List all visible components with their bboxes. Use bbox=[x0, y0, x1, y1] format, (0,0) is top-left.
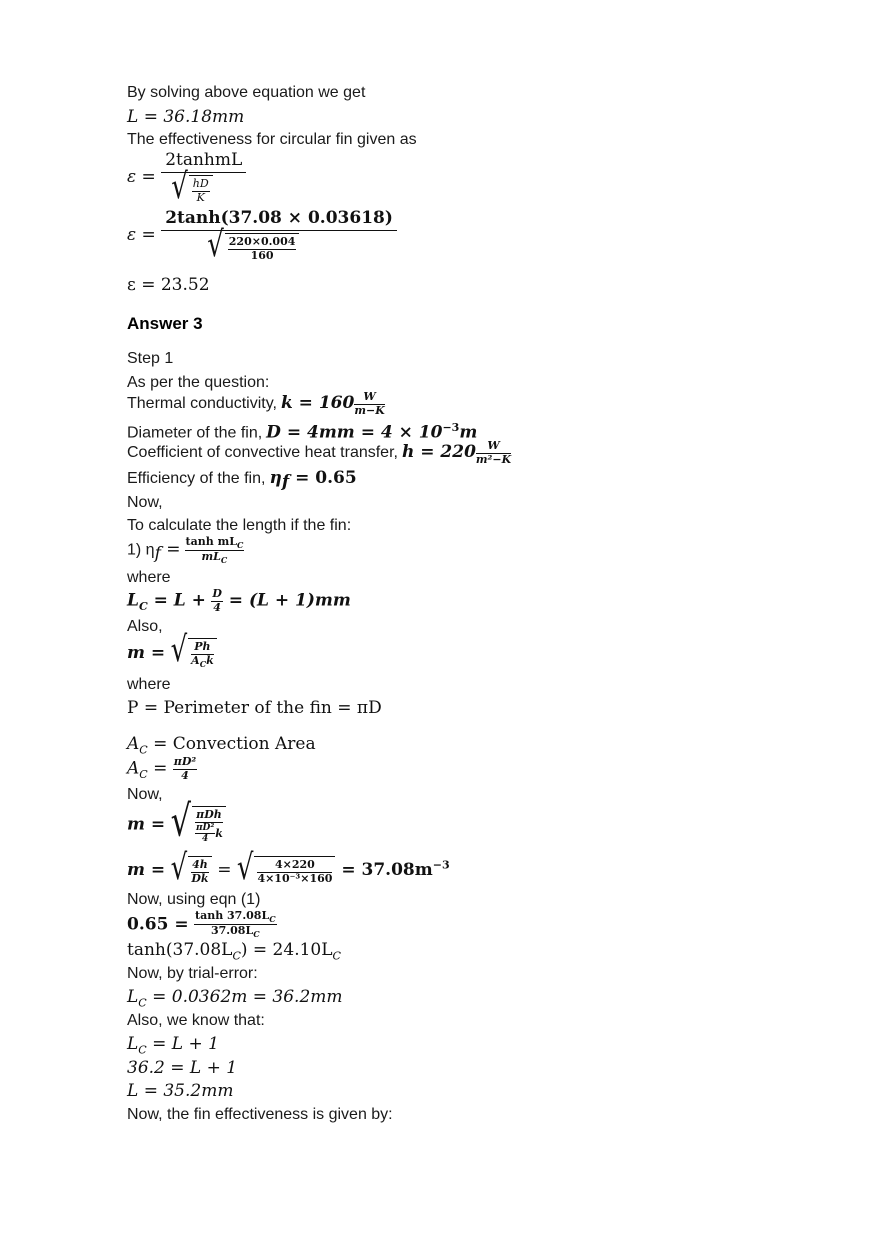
eps-fraction bbox=[161, 150, 246, 209]
eq-m-definition: m = √ $\frac{Ph}{A_Ck}$ bbox=[127, 638, 217, 669]
eq-1-efficiency: 1) $\eta_f$ = $\frac{\tanh mL_C}{mL_C}$ bbox=[127, 535, 244, 566]
eq-eps-result: ε = 23.52 bbox=[127, 275, 210, 295]
eq-ac-formula: $A_C$ = $\frac{\text{πD²}}{4}$ bbox=[127, 755, 197, 782]
text-where-2: where bbox=[127, 676, 171, 693]
text-using-eqn: Now, using eqn (1) bbox=[127, 891, 261, 908]
eq-effectiveness-substituted: ε = 2tanh(37.08 × 0.03618) √ $\frac{220\times 0.004}{160}$ bbox=[127, 208, 397, 263]
eq-lc-value: $L_C = 0.0362m = 36.2mm$ bbox=[127, 987, 343, 1010]
eq-362: 36.2 = L + 1 bbox=[127, 1058, 238, 1078]
eq-m-value: m = √ $\frac{4h}{Dk}$ = √ $\frac{4\times 220}{\text{4×10⁻³×160}}$ = $37.08m^{-3}$ bbox=[127, 848, 450, 889]
eq-L-result: L = 36.18mm bbox=[127, 107, 245, 127]
eps-num: 2tanhmL bbox=[161, 150, 246, 173]
answer-heading: Answer 3 bbox=[127, 314, 203, 333]
eq-065: 0.65 = $\frac{\tanh 37.08L_C}{37.08L_C}$ bbox=[127, 909, 276, 940]
eps-lhs: ε = bbox=[127, 166, 156, 187]
eps-den-num: hD bbox=[192, 177, 209, 191]
text-step: Step 1 bbox=[127, 350, 174, 367]
text-as-per: As per the question: bbox=[127, 374, 270, 391]
text-also-1: Also, bbox=[127, 618, 163, 635]
text-fin-effectiveness: Now, the fin effectiveness is given by: bbox=[127, 1106, 393, 1123]
line-efficiency: Efficiency of the fin, $\eta_f = 0.65$ bbox=[127, 468, 357, 493]
text-effectiveness-intro: The effectiveness for circular fin given as bbox=[127, 131, 417, 148]
eq-lc: $L_C = L$ + $\frac{D}{4}$ = (L + 1)mm bbox=[127, 587, 351, 614]
text-calc-length: To calculate the length if the fin: bbox=[127, 517, 352, 534]
eq-lc-relation: $L_C = L + 1$ bbox=[127, 1034, 219, 1057]
eq-perimeter: P = Perimeter of the fin = πD bbox=[127, 698, 382, 718]
eps2-den-num: 220×0.004 bbox=[228, 235, 296, 249]
eq-m-substituted: m = √ πDh $\frac{\text{πD²}}{4}$ k bbox=[127, 806, 226, 844]
text-now-2: Now, bbox=[127, 786, 163, 803]
text-solving: By solving above equation we get bbox=[127, 84, 366, 101]
eps-den-den: K bbox=[196, 191, 205, 205]
eps-sqrt: √ $\frac{hD}{K}$ bbox=[171, 175, 212, 204]
text-where-1: where bbox=[127, 569, 171, 586]
line-thermal-conductivity: Thermal conductivity, k = 160 $\frac{W}{m-K}$ bbox=[127, 390, 385, 417]
text-now-1: Now, bbox=[127, 494, 163, 511]
line-diameter: Diameter of the fin, $D = 4mm = 4 \times 10^{-3}m$ bbox=[127, 421, 478, 443]
eps2-num: 2tanh(37.08 × 0.03618) bbox=[161, 208, 397, 231]
text-know: Also, we know that: bbox=[127, 1012, 265, 1029]
eq-ac-definition: $A_C$ = Convection Area bbox=[127, 734, 316, 757]
line-convective-coefficient: Coefficient of convective heat transfer, h = 220 $\frac{W}{\text{m²−K}}$ bbox=[127, 439, 512, 466]
eq-L-final: L = 35.2mm bbox=[127, 1081, 234, 1101]
eq-tanh: $\tanh(37.08L_C) = 24.10L_C$ bbox=[127, 940, 341, 963]
eps2-den-den: 160 bbox=[250, 249, 274, 263]
eq-effectiveness-formula bbox=[127, 150, 246, 209]
text-trial: Now, by trial-error: bbox=[127, 965, 258, 982]
